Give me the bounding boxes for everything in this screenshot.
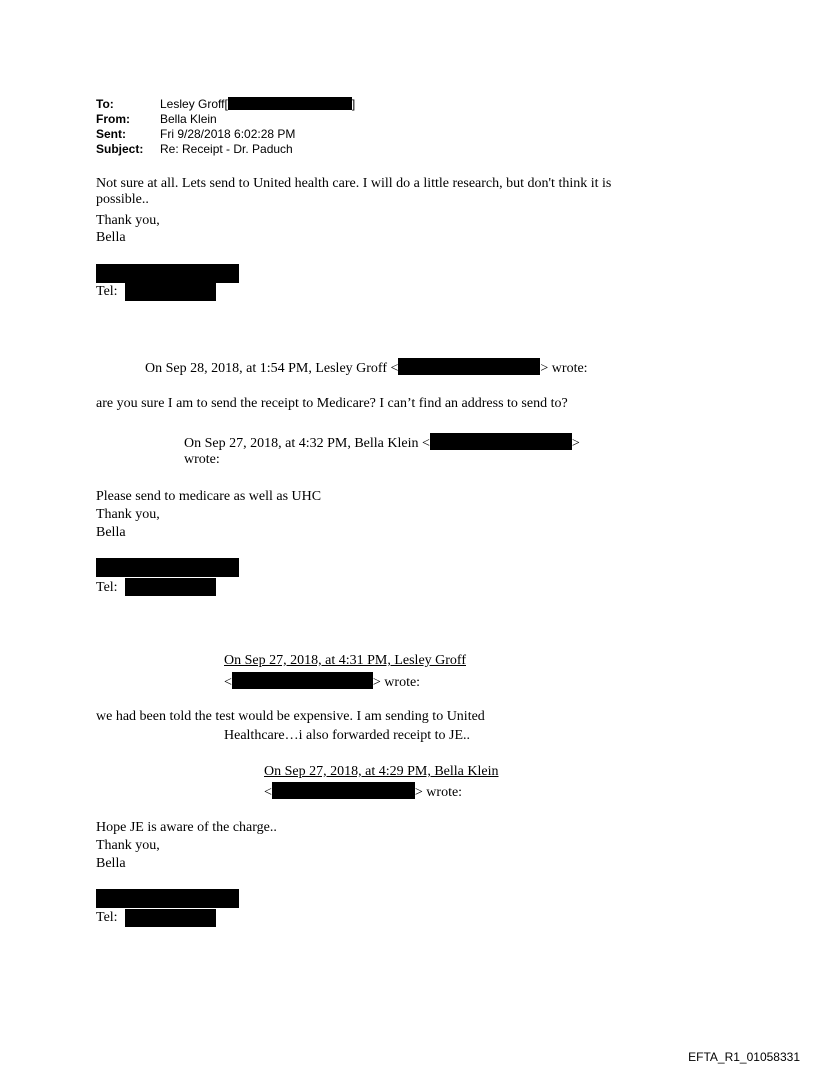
attribution-suffix: > wrote: [414, 785, 463, 800]
message-line: Thank you, [96, 507, 160, 522]
attribution-bracket: < [224, 675, 232, 690]
quote-attribution: On Sep 27, 2018, at 4:31 PM, Lesley Groff [224, 653, 466, 668]
sent-label: Sent: [96, 127, 126, 141]
tel-label: Tel: [96, 580, 118, 595]
attribution-text: On Sep 28, 2018, at 1:54 PM, Lesley Groff < [145, 361, 399, 376]
tel-label: Tel: [96, 910, 118, 925]
redaction-block [430, 433, 572, 450]
attribution-suffix: > [571, 436, 580, 451]
message-line: possible.. [96, 192, 149, 207]
quote-attribution-email [264, 782, 462, 801]
message-line: Hope JE is aware of the charge.. [96, 820, 277, 835]
redaction-block [125, 578, 216, 596]
message-line: Thank you, [96, 213, 160, 228]
subject-label: Subject: [96, 142, 144, 156]
redaction-block [228, 97, 352, 110]
bates-number: EFTA_R1_01058331 [688, 1050, 800, 1064]
message-line: Healthcare…i also forwarded receipt to JE.. [224, 728, 471, 743]
signature-name: Bella [96, 230, 126, 245]
from-label: From: [96, 112, 130, 126]
quote-attribution [184, 433, 580, 452]
subject-value: Re: Receipt - Dr. Paduch [160, 142, 293, 156]
attribution-suffix: > wrote: [540, 361, 588, 376]
from-value: Bella Klein [160, 112, 217, 126]
redaction-block [96, 264, 239, 283]
redaction-block [398, 358, 540, 375]
tel-label: Tel: [96, 284, 118, 299]
quote-attribution [145, 358, 588, 377]
sent-value: Fri 9/28/2018 6:02:28 PM [160, 127, 296, 141]
attribution-bracket: < [264, 785, 272, 800]
message-line: Thank you, [96, 838, 160, 853]
message-line: we had been told the test would be expensive. I am sending to United [96, 709, 485, 724]
quote-attribution: On Sep 27, 2018, at 4:29 PM, Bella Klein [264, 764, 499, 779]
to-value [160, 97, 355, 112]
to-bracket: ] [351, 97, 356, 111]
redaction-block [272, 782, 415, 799]
redaction-block [96, 889, 239, 908]
attribution-wrote: wrote: [184, 452, 220, 467]
message-line: are you sure I am to send the receipt to Medicare? I can’t find an address to send to? [96, 396, 568, 411]
message-line: Not sure at all. Lets send to United health care. I will do a little research, but don't think it is [96, 176, 612, 191]
message-line: Please send to medicare as well as UHC [96, 489, 322, 504]
redaction-block [125, 909, 216, 927]
signature-name: Bella [96, 856, 126, 871]
redaction-block [125, 283, 216, 301]
redaction-block [232, 672, 373, 689]
redaction-block [96, 558, 239, 577]
attribution-text: On Sep 27, 2018, at 4:32 PM, Bella Klein < [184, 436, 430, 451]
attribution-suffix: > wrote: [372, 675, 421, 690]
signature-name: Bella [96, 525, 126, 540]
to-name: Lesley Groff[ [160, 97, 228, 111]
email-header [96, 97, 416, 159]
to-label: To: [96, 97, 114, 111]
quote-attribution-email [224, 672, 420, 691]
